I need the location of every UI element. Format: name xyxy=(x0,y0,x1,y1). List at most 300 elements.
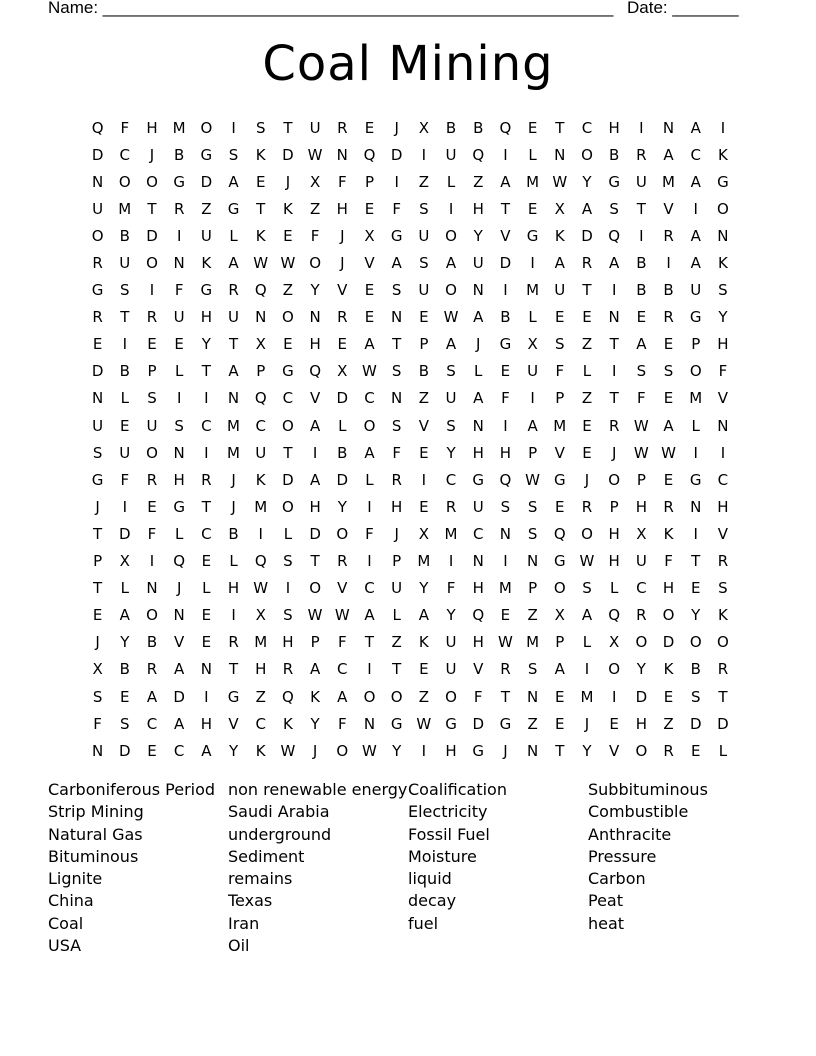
grid-letter: P xyxy=(419,335,429,354)
grid-letter: G xyxy=(91,470,104,489)
grid-letter: F xyxy=(446,579,456,598)
grid-letter: I xyxy=(503,552,508,571)
grid-letter: O xyxy=(717,633,729,652)
grid-letter: F xyxy=(392,199,401,218)
grid-letter: H xyxy=(662,579,675,598)
grid-letter: Z xyxy=(581,335,593,354)
grid-letter: B xyxy=(119,660,130,679)
grid-letter: C xyxy=(255,416,266,435)
grid-letter: K xyxy=(663,524,674,543)
grid-letter: V xyxy=(337,579,348,598)
grid-letter: S xyxy=(147,389,157,408)
grid-letter: T xyxy=(609,335,619,354)
grid-letter: V xyxy=(364,254,375,273)
grid-letter: E xyxy=(582,416,592,435)
grid-letter: I xyxy=(204,443,209,462)
grid-letter: E xyxy=(500,606,511,625)
grid-letter: C xyxy=(472,524,484,543)
word-list-item: USA xyxy=(48,936,82,956)
grid-letter: M xyxy=(689,389,703,408)
word-list-item: Saudi Arabia xyxy=(228,802,330,822)
grid-letter: E xyxy=(527,118,538,137)
grid-letter: K xyxy=(201,254,212,273)
grid-letter: T xyxy=(582,281,592,300)
grid-letter: Q xyxy=(282,687,294,706)
grid-letter: R xyxy=(445,497,457,516)
grid-letter: F xyxy=(718,362,728,381)
grid-letter: T xyxy=(718,687,728,706)
grid-letter: A xyxy=(445,254,457,273)
grid-letter: O xyxy=(200,118,213,137)
grid-letter: E xyxy=(364,199,375,218)
word-list-item: underground xyxy=(228,824,332,844)
grid-letter: O xyxy=(553,579,566,598)
grid-letter: A xyxy=(554,254,565,273)
grid-letter: T xyxy=(609,389,619,408)
grid-letter: G xyxy=(608,172,620,191)
grid-letter: E xyxy=(147,741,157,760)
grid-letter: L xyxy=(582,362,592,381)
grid-letter: T xyxy=(500,199,510,218)
grid-letter: I xyxy=(394,172,399,191)
grid-letter: J xyxy=(95,633,100,652)
grid-letter: A xyxy=(201,741,212,760)
grid-letter: E xyxy=(255,172,266,191)
grid-letter: V xyxy=(717,524,729,543)
grid-letter: D xyxy=(499,254,512,273)
grid-letter: H xyxy=(200,308,212,327)
grid-letter: F xyxy=(120,118,130,137)
grid-letter: T xyxy=(636,199,646,218)
grid-letter: S xyxy=(283,552,293,571)
grid-letter: H xyxy=(282,633,294,652)
grid-letter: E xyxy=(364,118,375,137)
grid-letter: E xyxy=(147,497,157,516)
grid-letter: O xyxy=(635,633,648,652)
grid-letter: N xyxy=(91,389,104,408)
grid-letter: R xyxy=(92,308,103,327)
grid-letter: B xyxy=(636,254,647,273)
grid-letter: C xyxy=(445,470,457,489)
word-list-item: fuel xyxy=(408,913,439,933)
grid-letter: U xyxy=(119,254,131,273)
word-list-item: China xyxy=(48,891,94,911)
grid-letter: O xyxy=(336,524,349,543)
grid-letter: R xyxy=(92,254,103,273)
grid-letter: R xyxy=(201,470,212,489)
grid-letter: E xyxy=(636,308,647,327)
grid-letter: N xyxy=(526,741,539,760)
grid-letter: S xyxy=(446,362,456,381)
grid-letter: O xyxy=(635,741,648,760)
word-list-item: Combustible xyxy=(588,802,689,822)
grid-letter: I xyxy=(367,660,372,679)
grid-letter: F xyxy=(337,714,347,733)
grid-letter: K xyxy=(255,741,266,760)
grid-letter: I xyxy=(611,362,617,381)
grid-letter: G xyxy=(472,741,485,760)
grid-letter: C xyxy=(119,145,131,164)
grid-letter: Y xyxy=(446,606,456,625)
grid-letter: N xyxy=(200,660,212,679)
word-list-item: Moisture xyxy=(408,846,477,866)
grid-letter: S xyxy=(718,281,728,300)
grid-letter: D xyxy=(119,524,131,543)
grid-letter: S xyxy=(283,606,293,625)
grid-letter: U xyxy=(200,226,212,245)
grid-letter: N xyxy=(146,579,158,598)
grid-letter: C xyxy=(364,579,375,598)
grid-letter: N xyxy=(608,308,620,327)
grid-letter: A xyxy=(663,416,674,435)
grid-letter: D xyxy=(309,524,321,543)
grid-letter: N xyxy=(554,145,566,164)
grid-letter: W xyxy=(633,443,649,462)
grid-letter: U xyxy=(146,416,158,435)
grid-letter: G xyxy=(173,172,185,191)
grid-letter: W xyxy=(253,579,269,598)
grid-letter: H xyxy=(391,497,403,516)
grid-letter: H xyxy=(309,335,321,354)
grid-letter: A xyxy=(309,470,321,489)
grid-letter: A xyxy=(473,389,484,408)
grid-letter: E xyxy=(174,335,184,354)
grid-letter: Q xyxy=(608,606,621,625)
grid-letter: I xyxy=(584,660,590,679)
grid-letter: Y xyxy=(582,741,592,760)
grid-letter: I xyxy=(720,443,726,462)
grid-letter: E xyxy=(663,389,674,408)
grid-letter: M xyxy=(254,633,268,652)
grid-letter: A xyxy=(309,416,321,435)
grid-letter: A xyxy=(500,172,511,191)
grid-letter: G xyxy=(173,497,185,516)
grid-letter: X xyxy=(92,660,103,679)
grid-letter: L xyxy=(392,606,401,625)
grid-letter: R xyxy=(173,199,185,218)
grid-letter: R xyxy=(636,145,647,164)
grid-letter: C xyxy=(201,416,212,435)
grid-letter: I xyxy=(231,606,236,625)
grid-letter: N xyxy=(717,226,729,245)
grid-letter: Z xyxy=(473,172,484,191)
grid-letter: A xyxy=(174,714,185,733)
grid-letter: U xyxy=(418,281,430,300)
grid-letter: T xyxy=(283,443,293,462)
grid-letter: J xyxy=(584,470,590,489)
grid-letter: E xyxy=(419,660,429,679)
grid-letter: W xyxy=(280,741,296,760)
grid-letter: A xyxy=(554,660,565,679)
grid-letter: S xyxy=(120,714,130,733)
grid-letter: J xyxy=(340,226,345,245)
grid-letter: T xyxy=(500,687,510,706)
grid-letter: T xyxy=(392,335,402,354)
grid-letter: C xyxy=(717,470,729,489)
grid-letter: C xyxy=(282,389,294,408)
grid-letter: A xyxy=(690,254,701,273)
grid-letter: Q xyxy=(254,389,267,408)
grid-letter: R xyxy=(636,606,647,625)
grid-letter: P xyxy=(555,389,565,408)
grid-letter: B xyxy=(445,118,457,137)
grid-letter: U xyxy=(119,443,131,462)
grid-letter: F xyxy=(337,172,347,191)
grid-letter: X xyxy=(418,118,429,137)
grid-letter: P xyxy=(364,172,374,191)
grid-letter: W xyxy=(362,741,377,760)
grid-letter: K xyxy=(310,687,321,706)
grid-letter: V xyxy=(228,714,239,733)
grid-letter: V xyxy=(174,633,185,652)
worksheet-header xyxy=(48,0,748,19)
grid-letter: O xyxy=(146,172,158,191)
grid-letter: F xyxy=(93,714,102,733)
grid-letter: N xyxy=(690,497,702,516)
grid-letter: J xyxy=(503,741,508,760)
grid-letter: V xyxy=(717,389,729,408)
grid-letter: Q xyxy=(499,118,512,137)
grid-letter: T xyxy=(228,660,239,679)
grid-letter: D xyxy=(91,145,104,164)
grid-letter: C xyxy=(581,118,593,137)
grid-letter: I xyxy=(530,254,535,273)
grid-letter: O xyxy=(445,281,457,300)
grid-letter: A xyxy=(364,606,375,625)
grid-letter: A xyxy=(527,416,538,435)
grid-letter: I xyxy=(421,145,427,164)
grid-letter: U xyxy=(554,281,566,300)
grid-letter: A xyxy=(690,118,701,137)
grid-letter: O xyxy=(282,308,294,327)
grid-letter: U xyxy=(228,308,240,327)
grid-letter: X xyxy=(636,524,647,543)
grid-letter: K xyxy=(663,660,674,679)
grid-letter: U xyxy=(92,199,104,218)
grid-letter: X xyxy=(554,199,565,218)
grid-letter: M xyxy=(662,172,675,191)
grid-letter: F xyxy=(310,226,320,245)
word-list-item: Carboniferous Period xyxy=(48,780,216,799)
grid-letter: X xyxy=(418,524,429,543)
grid-letter: Z xyxy=(581,389,593,408)
word-list-item: Fossil Fuel xyxy=(408,824,490,844)
grid-letter: K xyxy=(717,145,728,164)
grid-letter: V xyxy=(418,416,429,435)
grid-letter: N xyxy=(173,254,185,273)
grid-letter: C xyxy=(255,714,266,733)
grid-letter: P xyxy=(528,443,538,462)
grid-letter: E xyxy=(419,497,429,516)
grid-letter: H xyxy=(608,118,620,137)
grid-letter: R xyxy=(228,633,239,652)
grid-letter: R xyxy=(391,470,402,489)
grid-letter: S xyxy=(92,443,103,462)
word-list-item: Anthracite xyxy=(588,824,672,844)
grid-letter: O xyxy=(581,524,593,543)
grid-letter: U xyxy=(527,362,539,381)
grid-letter: R xyxy=(146,660,158,679)
grid-letter: E xyxy=(364,281,375,300)
grid-letter: T xyxy=(283,118,293,137)
grid-letter: M xyxy=(254,497,268,516)
grid-letter: J xyxy=(176,579,182,598)
grid-letter: F xyxy=(392,443,401,462)
grid-letter: R xyxy=(337,552,348,571)
grid-letter: U xyxy=(445,145,457,164)
grid-letter: N xyxy=(336,145,348,164)
grid-letter: S xyxy=(255,118,266,137)
grid-letter: M xyxy=(498,579,512,598)
grid-letter: H xyxy=(445,741,457,760)
grid-letter: H xyxy=(200,714,212,733)
grid-letter: U xyxy=(445,389,457,408)
grid-letter: V xyxy=(554,443,565,462)
page-title: Coal Mining xyxy=(262,36,554,92)
grid-letter: X xyxy=(364,226,375,245)
grid-letter: A xyxy=(174,660,185,679)
grid-letter: G xyxy=(717,172,729,191)
grid-letter: O xyxy=(608,470,621,489)
grid-letter: R xyxy=(581,254,593,273)
grid-letter: U xyxy=(418,226,430,245)
grid-letter: X xyxy=(309,172,321,191)
grid-letter: E xyxy=(120,416,130,435)
word-list-item: Strip Mining xyxy=(48,802,144,822)
word-list-item: Sediment xyxy=(228,846,305,866)
grid-letter: R xyxy=(663,308,674,327)
grid-letter: M xyxy=(227,416,240,435)
grid-letter: D xyxy=(282,145,294,164)
grid-letter: Q xyxy=(472,606,485,625)
grid-letter: O xyxy=(309,579,321,598)
grid-letter: J xyxy=(394,118,399,137)
grid-letter: D xyxy=(390,145,403,164)
word-list-item: heat xyxy=(588,913,625,933)
grid-letter: I xyxy=(149,552,155,571)
grid-letter: H xyxy=(635,497,647,516)
grid-letter: U xyxy=(445,633,457,652)
grid-letter: L xyxy=(528,145,537,164)
grid-letter: G xyxy=(227,199,240,218)
grid-letter: S xyxy=(419,199,429,218)
grid-letter: X xyxy=(554,606,565,625)
grid-letter: T xyxy=(201,362,211,381)
grid-letter: G xyxy=(91,281,104,300)
word-list-item: Subbituminous xyxy=(588,780,708,799)
grid-letter: G xyxy=(526,226,539,245)
grid-letter: Z xyxy=(418,172,429,191)
grid-letter: L xyxy=(174,362,184,381)
grid-letter: Q xyxy=(254,552,267,571)
grid-letter: O xyxy=(689,362,702,381)
grid-letter: E xyxy=(663,470,674,489)
grid-letter: C xyxy=(636,579,647,598)
grid-letter: A xyxy=(364,443,375,462)
grid-letter: H xyxy=(717,497,729,516)
grid-letter: I xyxy=(149,281,155,300)
grid-letter: R xyxy=(282,660,294,679)
grid-letter: A xyxy=(581,199,593,218)
grid-letter: G xyxy=(499,714,512,733)
grid-letter: N xyxy=(173,606,185,625)
grid-letter: N xyxy=(717,416,729,435)
grid-letter: N xyxy=(472,281,484,300)
grid-letter: J xyxy=(584,714,590,733)
grid-letter: E xyxy=(582,308,592,327)
grid-letter: T xyxy=(392,660,402,679)
grid-letter: Q xyxy=(254,281,267,300)
grid-letter: M xyxy=(118,199,132,218)
grid-letter: G xyxy=(200,281,213,300)
grid-letter: E xyxy=(364,308,375,327)
grid-letter: D xyxy=(200,172,213,191)
grid-letter: O xyxy=(363,687,376,706)
word-list-item: Peat xyxy=(588,891,623,911)
grid-letter: S xyxy=(391,281,402,300)
grid-letter: D xyxy=(635,687,648,706)
grid-letter: W xyxy=(661,443,676,462)
grid-letter: K xyxy=(717,606,728,625)
grid-letter: E xyxy=(663,687,674,706)
grid-letter: N xyxy=(472,416,484,435)
grid-letter: S xyxy=(120,281,130,300)
grid-letter: V xyxy=(663,199,674,218)
grid-letter: J xyxy=(231,470,236,489)
grid-letter: S xyxy=(636,362,647,381)
grid-letter: Y xyxy=(201,335,211,354)
grid-letter: C xyxy=(690,145,701,164)
grid-letter: W xyxy=(579,552,595,571)
grid-letter: X xyxy=(609,633,620,652)
grid-letter: T xyxy=(364,633,375,652)
grid-letter: E xyxy=(555,714,565,733)
grid-letter: S xyxy=(419,254,429,273)
grid-letter: G xyxy=(689,470,702,489)
grid-letter: R xyxy=(228,281,239,300)
grid-letter: C xyxy=(364,389,375,408)
grid-letter: P xyxy=(636,470,646,489)
grid-letter: T xyxy=(691,552,701,571)
grid-letter: R xyxy=(663,741,674,760)
word-list-item: Texas xyxy=(228,891,273,911)
grid-letter: M xyxy=(227,443,240,462)
grid-letter: S xyxy=(527,524,538,543)
word-list-item: Bituminous xyxy=(48,846,139,866)
grid-letter: I xyxy=(312,443,318,462)
grid-letter: R xyxy=(146,308,158,327)
grid-letter: H xyxy=(227,579,240,598)
grid-letter: L xyxy=(174,524,184,543)
grid-letter: I xyxy=(176,389,182,408)
grid-letter: H xyxy=(608,552,620,571)
grid-letter: A xyxy=(609,254,620,273)
grid-letter: M xyxy=(526,172,540,191)
grid-letter: F xyxy=(120,470,130,489)
grid-letter: I xyxy=(503,145,508,164)
grid-letter: J xyxy=(476,335,481,354)
grid-letter: R xyxy=(337,118,348,137)
grid-letter: V xyxy=(609,741,620,760)
grid-letter: W xyxy=(443,308,459,327)
grid-letter: E xyxy=(555,497,565,516)
grid-letter: I xyxy=(693,524,698,543)
word-list-item: non renewable energy xyxy=(228,780,408,799)
grid-letter: O xyxy=(282,416,294,435)
word-list xyxy=(48,779,768,957)
grid-letter: Q xyxy=(91,118,104,137)
grid-letter: R xyxy=(663,497,674,516)
